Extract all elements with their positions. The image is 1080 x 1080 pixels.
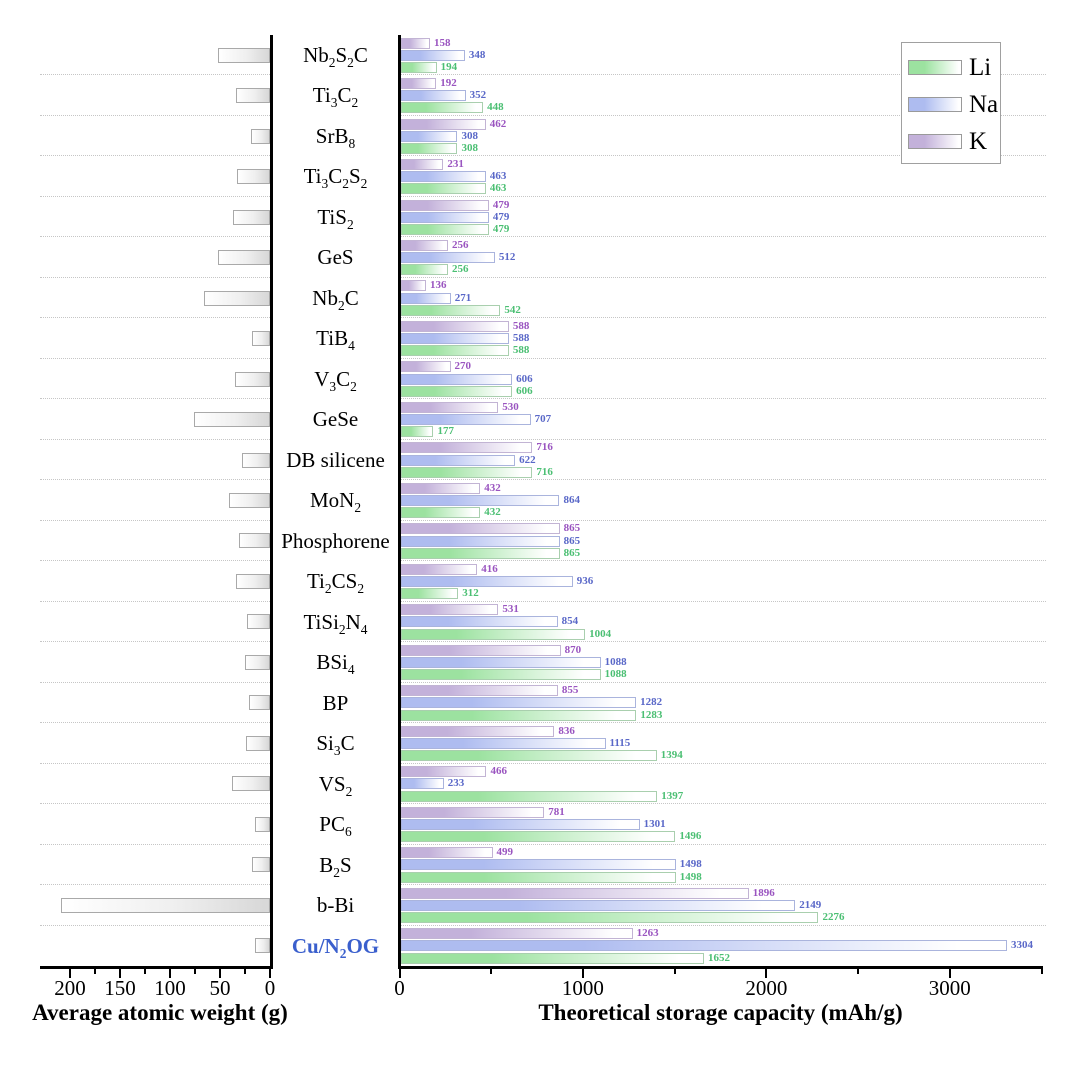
k-value-label: 192 (440, 77, 457, 90)
li-value-label: 1652 (708, 951, 731, 964)
na-value-label: 936 (576, 575, 594, 587)
atomic-weight-bar (204, 291, 270, 306)
axis-minor-tick (194, 969, 196, 974)
na-value-label: 3304 (1011, 939, 1034, 952)
atomic-weight-row (40, 926, 270, 966)
material-label: TiB$_4$ (316, 326, 355, 354)
li-bar (401, 953, 704, 964)
na-value-label: 707 (534, 413, 552, 426)
atomic-weight-row (40, 764, 270, 804)
na-bar (401, 50, 465, 61)
li-value-label: 606 (516, 384, 533, 397)
li-value-label: 542 (504, 303, 521, 316)
legend-label: Li (969, 54, 992, 81)
axis-tick-label: 2000 (745, 976, 788, 1000)
k-value-label: 1896 (752, 886, 775, 899)
material-label: $Ti_3C_2$ (312, 83, 359, 111)
capacity-row (401, 399, 1046, 439)
k-bar (401, 604, 498, 615)
material-label: SrB$_8$ (315, 123, 356, 152)
k-bar (401, 38, 430, 49)
atomic-weight-row (40, 35, 270, 75)
capacity-row (401, 561, 1046, 601)
na-bar (401, 859, 676, 870)
na-bar (401, 778, 444, 789)
na-value-label: 854 (561, 615, 579, 628)
atomic-weight-row (40, 116, 270, 156)
atomic-weight-row (40, 197, 270, 237)
na-value-label: 606 (516, 372, 533, 385)
na-value-label: 1115 (609, 736, 631, 749)
na-bar (401, 900, 795, 911)
k-value-label: 136 (429, 279, 447, 292)
k-bar (401, 645, 561, 656)
li-value-label: 177 (437, 425, 454, 438)
li-bar (401, 548, 560, 559)
na-bar (401, 616, 558, 627)
na-bar (401, 657, 601, 668)
li-value-label: 1394 (660, 749, 683, 762)
k-bar (401, 726, 554, 737)
na-bar (401, 819, 640, 830)
k-value-label: 466 (490, 765, 507, 778)
li-value-label: 432 (484, 506, 501, 519)
na-bar (401, 171, 486, 182)
li-bar (401, 750, 657, 761)
na-bar (401, 212, 489, 223)
capacity-row (401, 642, 1046, 682)
atomic-weight-row (40, 804, 270, 844)
axis-minor-tick (490, 969, 492, 974)
na-bar (401, 252, 495, 263)
li-bar (401, 305, 500, 316)
k-value-label: 588 (512, 319, 530, 332)
legend-swatch-k (908, 134, 962, 149)
atomic-weight-bar (246, 736, 270, 751)
atomic-weight-bar (242, 453, 270, 468)
na-bar (401, 333, 509, 344)
atomic-weight-bar (249, 695, 270, 710)
k-bar (401, 78, 436, 89)
atomic-weight-row (40, 318, 270, 358)
material-label: DB silicene (286, 447, 385, 472)
li-value-label: 463 (489, 182, 507, 195)
axis-minor-tick (1041, 969, 1043, 974)
axis-minor-tick (144, 969, 146, 974)
na-bar (401, 697, 636, 708)
capacity-row (401, 683, 1046, 723)
na-value-label: 1301 (643, 817, 666, 830)
atomic-weight-row (40, 723, 270, 763)
axis-tick-label: 1000 (561, 976, 604, 1000)
material-labels-column (273, 35, 398, 966)
legend-item-li (908, 49, 1000, 86)
atomic-weight-row (40, 642, 270, 682)
axis-minor-tick (674, 969, 676, 974)
axis-tick-label: 0 (264, 976, 276, 1000)
k-bar (401, 402, 498, 413)
li-bar (401, 831, 675, 842)
atomic-weight-bar (236, 574, 270, 589)
li-bar (401, 62, 437, 73)
li-value-label: 865 (563, 546, 581, 559)
atomic-weight-row (40, 683, 270, 723)
axis-tick-label: 3000 (928, 976, 971, 1000)
li-value-label: 1397 (661, 789, 684, 802)
material-label: $PC_6$ (319, 812, 352, 840)
atomic-weight-bar (218, 48, 270, 63)
atomic-weight-row (40, 521, 270, 561)
k-value-label: 531 (502, 603, 519, 616)
k-value-label: 479 (492, 198, 510, 211)
k-value-label: 836 (558, 724, 575, 737)
na-bar (401, 374, 512, 385)
na-bar (401, 495, 559, 506)
capacity-row (401, 237, 1046, 277)
li-bar (401, 669, 601, 680)
atomic-weight-bar (252, 857, 270, 872)
na-value-label: 352 (469, 89, 487, 102)
k-bar (401, 523, 560, 534)
atomic-weight-row (40, 480, 270, 520)
material-label: GeSe (312, 407, 359, 432)
k-bar (401, 159, 443, 170)
atomic-weight-bar (247, 614, 270, 629)
capacity-row (401, 845, 1046, 885)
material-label: $B_2S$ (319, 852, 352, 880)
k-value-label: 1263 (636, 927, 659, 940)
na-bar (401, 90, 466, 101)
legend-label: Na (969, 91, 999, 118)
material-label: $V_3C_2$ (314, 366, 357, 394)
li-bar (401, 710, 636, 721)
k-bar (401, 685, 558, 696)
k-value-label: 865 (563, 522, 581, 535)
k-bar (401, 766, 486, 777)
atomic-weight-bar (255, 817, 270, 832)
axis-minor-tick (244, 969, 246, 974)
k-value-label: 416 (481, 562, 498, 575)
na-bar (401, 536, 560, 547)
atomic-weight-bar (237, 169, 270, 184)
na-value-label: 463 (489, 170, 507, 183)
li-value-label: 479 (492, 222, 510, 235)
na-value-label: 588 (512, 332, 530, 345)
li-bar (401, 791, 657, 802)
axis-tick-label: 200 (54, 976, 86, 1000)
legend-swatch-na (908, 97, 962, 112)
axis-tick-label: 100 (154, 976, 186, 1000)
atomic-weight-bar (252, 331, 270, 346)
capacity-row (401, 885, 1046, 925)
left-axis-title: Average atomic weight (g) (32, 1000, 288, 1025)
li-bar (401, 912, 818, 923)
k-bar (401, 280, 426, 291)
li-bar (401, 426, 433, 437)
li-bar (401, 507, 480, 518)
li-value-label: 1004 (589, 627, 612, 640)
atomic-weight-row (40, 440, 270, 480)
axis-minor-tick (857, 969, 859, 974)
material-label: $Nb_2S_2C$ (303, 43, 368, 71)
capacity-row (401, 602, 1046, 642)
axis-tick-label: 0 (394, 976, 405, 1000)
li-bar (401, 629, 585, 640)
k-value-label: 870 (564, 643, 582, 656)
li-bar (401, 386, 512, 397)
li-bar (401, 345, 509, 356)
li-bar (401, 588, 458, 599)
atomic-weight-row (40, 156, 270, 196)
li-value-label: 308 (461, 141, 478, 154)
k-bar (401, 928, 633, 939)
li-bar (401, 102, 483, 113)
legend-item-na (908, 86, 1000, 123)
li-value-label: 194 (440, 61, 458, 73)
capacity-row (401, 926, 1046, 966)
na-bar (401, 131, 457, 142)
na-value-label: 479 (492, 210, 510, 223)
li-bar (401, 183, 486, 194)
li-value-label: 312 (462, 587, 479, 600)
na-value-label: 864 (563, 494, 580, 507)
legend-swatch-li (908, 60, 962, 75)
material-label: b-Bi (316, 893, 355, 918)
material-label: BP (322, 690, 349, 715)
capacity-row (401, 440, 1046, 480)
k-value-label: 432 (484, 481, 501, 494)
material-label: GeS (317, 245, 354, 270)
na-value-label: 865 (563, 534, 581, 547)
atomic-weight-row (40, 885, 270, 925)
k-bar (401, 321, 509, 332)
atomic-weight-row (40, 399, 270, 439)
material-label: $Si_3C$ (316, 731, 355, 759)
left-axis-baseline (40, 966, 273, 969)
atomic-weight-bar (194, 412, 270, 427)
right-axis-baseline (398, 966, 1043, 969)
atomic-weight-row (40, 845, 270, 885)
k-value-label: 158 (433, 36, 451, 49)
material-label: MoN$_2$ (309, 488, 362, 516)
k-bar (401, 807, 544, 818)
na-value-label: 622 (519, 453, 536, 466)
li-value-label: 1283 (640, 708, 663, 721)
na-value-label: 1282 (640, 696, 663, 709)
na-value-label: 2149 (799, 898, 822, 911)
capacity-row (401, 723, 1046, 763)
k-bar (401, 888, 749, 899)
legend-label: K (969, 128, 988, 155)
atomic-weight-bar (61, 898, 270, 913)
material-label: TiS$_2$ (317, 204, 354, 233)
li-bar (401, 467, 532, 478)
capacity-row (401, 521, 1046, 561)
capacity-row (401, 197, 1046, 237)
k-bar (401, 361, 451, 372)
material-label: $Cu/N_2OG$ (291, 933, 380, 961)
na-bar (401, 738, 606, 749)
atomic-weight-bar (255, 938, 270, 953)
capacity-row (401, 359, 1046, 399)
atomic-weight-bar (239, 533, 270, 548)
li-value-label: 2276 (822, 911, 845, 924)
atomic-weight-row (40, 237, 270, 277)
na-bar (401, 940, 1007, 951)
atomic-weight-bar (229, 493, 270, 508)
right-axis-title: Theoretical storage capacity (mAh/g) (538, 1000, 903, 1025)
material-label: BSi$_4$ (316, 650, 355, 678)
li-value-label: 588 (512, 344, 530, 357)
atomic-weight-bar (218, 250, 270, 265)
na-value-label: 348 (468, 48, 486, 61)
right-plot-area (398, 35, 1046, 966)
k-value-label: 530 (502, 400, 519, 413)
axis-tick-label: 150 (104, 976, 136, 1000)
na-value-label: 1498 (679, 858, 702, 871)
k-bar (401, 240, 448, 251)
k-value-label: 256 (451, 238, 469, 251)
na-value-label: 271 (454, 291, 472, 304)
k-bar (401, 119, 486, 130)
na-value-label: 1088 (604, 655, 627, 668)
atomic-weight-bar (236, 88, 270, 103)
li-value-label: 256 (451, 263, 469, 276)
k-bar (401, 442, 532, 453)
capacity-row (401, 804, 1046, 844)
material-label: Phosphorene (281, 528, 390, 553)
atomic-weight-row (40, 278, 270, 318)
na-bar (401, 455, 515, 466)
na-value-label: 308 (461, 129, 478, 142)
na-value-label: 512 (498, 251, 516, 264)
atomic-weight-bar (235, 372, 270, 387)
k-value-label: 462 (489, 117, 507, 130)
capacity-row (401, 480, 1046, 520)
k-value-label: 781 (548, 805, 565, 818)
legend-item-k (908, 123, 1000, 160)
material-label: $TiSi_2N_4$ (303, 609, 368, 637)
material-label: $Nb_2C$ (312, 285, 359, 314)
li-value-label: 716 (536, 465, 553, 478)
li-value-label: 1496 (679, 830, 702, 843)
legend (901, 42, 1001, 164)
atomic-weight-bar (232, 776, 270, 791)
k-value-label: 270 (454, 360, 472, 373)
axis-minor-tick (94, 969, 96, 974)
k-bar (401, 847, 493, 858)
k-value-label: 231 (447, 158, 464, 171)
material-label: $Ti_3C_2S_2$ (303, 164, 368, 192)
atomic-weight-row (40, 75, 270, 115)
material-label: $VS_2$ (318, 771, 353, 799)
k-value-label: 855 (561, 684, 579, 697)
atomic-weight-row (40, 602, 270, 642)
k-value-label: 499 (496, 846, 514, 859)
na-bar (401, 414, 531, 425)
li-value-label: 1498 (679, 870, 702, 883)
na-bar (401, 293, 451, 304)
li-bar (401, 143, 457, 154)
na-value-label: 233 (447, 777, 465, 790)
li-value-label: 448 (487, 101, 504, 114)
na-bar (401, 576, 573, 587)
atomic-weight-row (40, 359, 270, 399)
k-bar (401, 564, 477, 575)
left-plot-area (40, 35, 273, 966)
capacity-row (401, 318, 1046, 358)
atomic-weight-bar (245, 655, 270, 670)
atomic-weight-bar (233, 210, 270, 225)
li-value-label: 1088 (604, 668, 627, 681)
capacity-row (401, 278, 1046, 318)
capacity-row (401, 764, 1046, 804)
axis-tick-label: 50 (209, 976, 231, 1000)
atomic-weight-bar (251, 129, 270, 144)
k-bar (401, 200, 489, 211)
atomic-weight-row (40, 561, 270, 601)
k-bar (401, 483, 480, 494)
li-bar (401, 264, 448, 275)
k-value-label: 716 (536, 441, 553, 454)
li-bar (401, 872, 676, 883)
li-bar (401, 224, 489, 235)
material-label: $Ti_2CS_2$ (306, 569, 365, 597)
